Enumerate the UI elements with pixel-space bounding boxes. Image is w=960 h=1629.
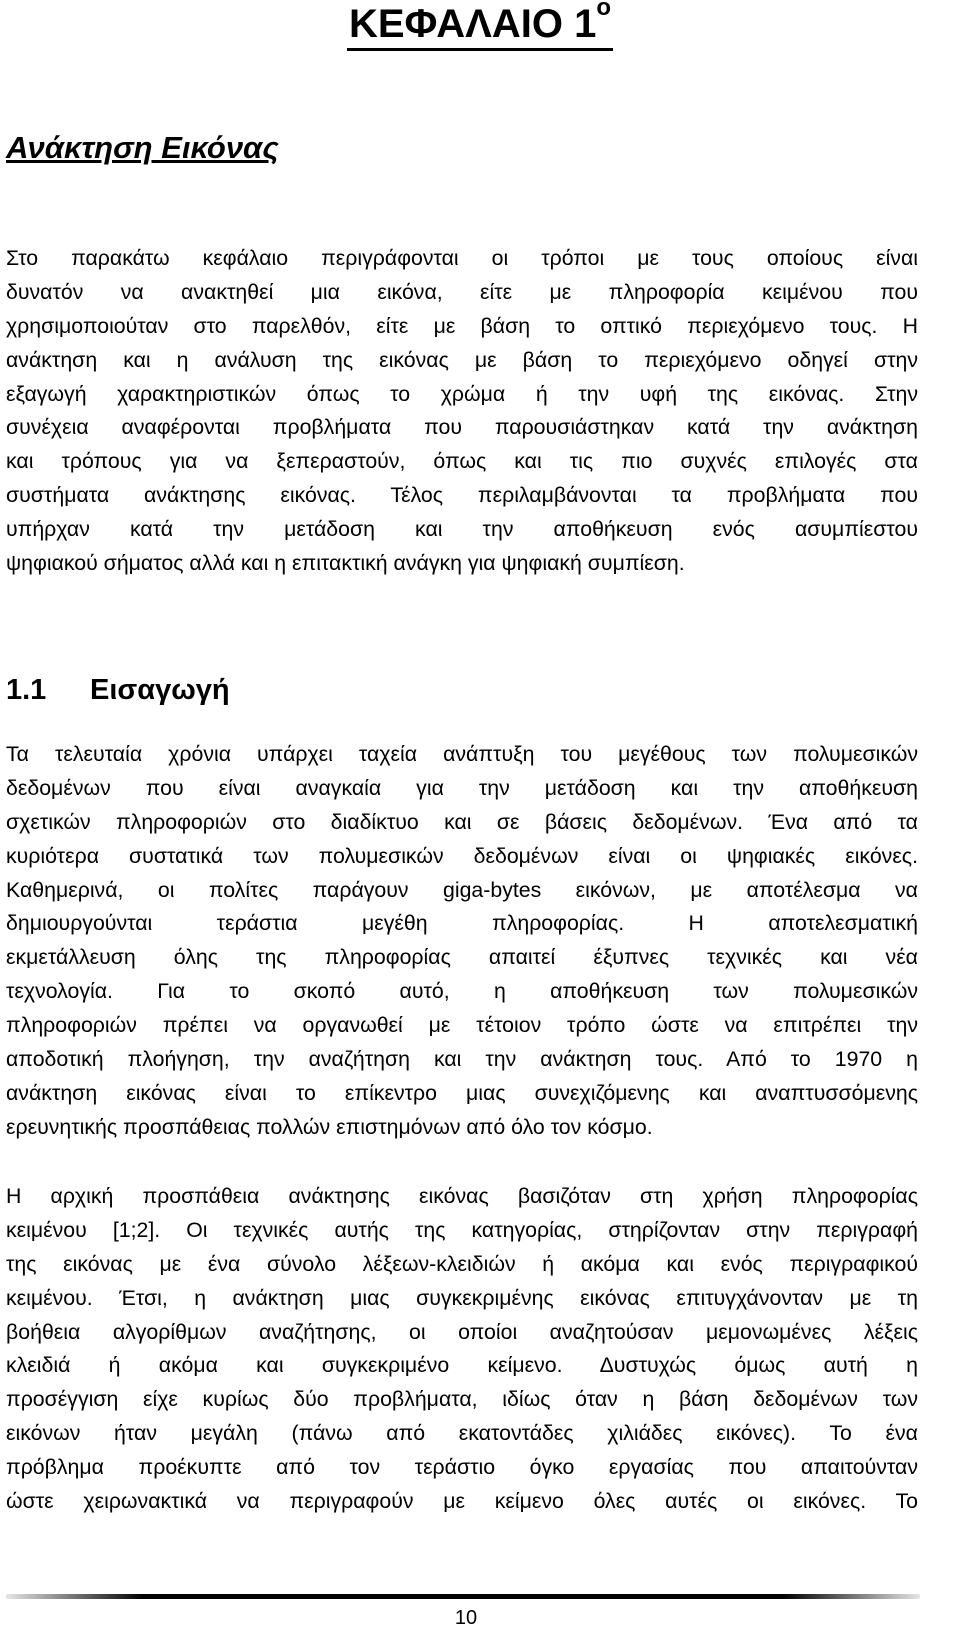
body-line: της εικόνας με ένα σύνολο λέξεων-κλειδιών ή ακόμα και ενός περιγραφικού: [6, 1251, 918, 1276]
body-line: εικόνων ήταν μεγάλη (πάνω από εκατοντάδες χιλιάδες εικόνες). Το ένα: [6, 1421, 918, 1446]
body-line: δεδομένων που είναι αναγκαία για την μετάδοση και την αποθήκευση: [6, 775, 918, 800]
intro-line: εξαγωγή χαρακτηριστικών όπως το χρώμα ή την υφή της εικόνας. Στην: [6, 381, 918, 406]
intro-line: ψηφιακού σήματος αλλά και η επιτακτική ανάγκη για ψηφιακή συμπίεση.: [6, 551, 685, 576]
intro-line: ανάκτηση και η ανάλυση της εικόνας με βάση το περιεχόμενο οδηγεί στην: [6, 347, 918, 372]
intro-line: υπήρχαν κατά την μετάδοση και την αποθήκευση ενός ασυμπίεστου: [6, 517, 918, 542]
body-line: ερευνητικής προσπάθειας πολλών επιστημόνων από όλο τον κόσμο.: [6, 1114, 653, 1139]
page-number: 10: [454, 1607, 478, 1629]
body-line: Η αρχική προσπάθεια ανάκτησης εικόνας βασιζόταν στη χρήση πληροφορίας: [6, 1184, 918, 1208]
intro-line: δυνατόν να ανακτηθεί μια εικόνα, είτε με πληροφορία κειμένου που: [6, 279, 918, 304]
subsection-title: Εισαγωγή: [90, 674, 230, 706]
subsection-heading: [6, 672, 230, 708]
body-line: ώστε χειρωνακτικά να περιγραφούν με κείμενο όλες αυτές οι εικόνες. Το: [6, 1489, 918, 1514]
body-line: Καθημερινά, οι πολίτες παράγουν giga-bytes εικόνων, με αποτέλεσμα να: [6, 877, 918, 902]
chapter-heading: [0, 0, 960, 51]
intro-line: χρησιμοποιούταν στο παρελθόν, είτε με βάση το οπτικό περιεχόμενο τους. Η: [6, 313, 918, 338]
body-paragraph-2: [6, 1180, 918, 1519]
body-paragraph-1: [6, 738, 918, 1145]
intro-line: συνέχεια αναφέρονται προβλήματα που παρουσιάστηκαν κατά την ανάκτηση: [6, 415, 918, 440]
body-line: κειμένου [1;2]. Οι τεχνικές αυτής της κατηγορίας, στηρίζονταν στην περιγραφή: [6, 1217, 918, 1242]
body-line: κυριότερα συστατικά των πολυμεσικών δεδομένων είναι οι ψηφιακές εικόνες.: [6, 843, 918, 868]
chapter-title: ΚΕΦΑΛΑΙΟ 1: [348, 2, 597, 46]
body-line: εκμετάλλευση όλης της πληροφορίας απαιτεί έξυπνες τεχνικές και νέα: [6, 945, 918, 970]
body-line: κειμένου. Έτσι, η ανάκτηση μιας συγκεκριμένης εικόνας επιτυγχάνονταν με τη: [6, 1285, 918, 1310]
chapter-title-underlined: [347, 0, 613, 51]
body-line: τεχνολογία. Για το σκοπό αυτό, η αποθήκευση των πολυμεσικών: [6, 979, 918, 1004]
subsection-number: 1.1: [6, 674, 47, 706]
section-title: Ανάκτηση Εικόνας: [6, 130, 279, 165]
body-line: προσέγγιση είχε κυρίως δύο προβλήματα, ιδίως όταν η βάση δεδομένων των: [6, 1387, 918, 1412]
body-line: πρόβλημα προέκυπτε από τον τεράστιο όγκο εργασίας που απαιτούνταν: [6, 1455, 918, 1480]
footer-divider: [6, 1594, 920, 1599]
intro-paragraph: [6, 242, 918, 581]
body-line: δημιουργούνται τεράστια μεγέθη πληροφορίας. Η αποτελεσματική: [6, 911, 918, 936]
body-line: αποδοτική πλοήγηση, την αναζήτηση και την ανάκτηση τους. Από το 1970 η: [6, 1047, 918, 1072]
body-line: πληροφοριών πρέπει να οργανωθεί με τέτοιον τρόπο ώστε να επιτρέπει την: [6, 1013, 918, 1038]
body-line: ανάκτηση εικόνας είναι το επίκεντρο μιας συνεχιζόμενης και αναπτυσσόμενης: [6, 1080, 918, 1105]
body-line: σχετικών πληροφοριών στο διαδίκτυο και σε βάσεις δεδομένων. Ένα από τα: [6, 809, 918, 834]
intro-line: Στο παρακάτω κεφάλαιο περιγράφονται οι τρόποι με τους οποίους είναι: [6, 246, 918, 270]
body-line: Τα τελευταία χρόνια υπάρχει ταχεία ανάπτυξη του μεγέθους των πολυμεσικών: [6, 742, 918, 766]
chapter-title-superscript: ο: [596, 0, 612, 21]
body-line: κλειδιά ή ακόμα και συγκεκριμένο κείμενο. Δυστυχώς όμως αυτή η: [6, 1353, 918, 1378]
intro-line: συστήματα ανάκτησης εικόνας. Τέλος περιλαμβάνονται τα προβλήματα που: [6, 483, 918, 508]
body-line: βοήθεια αλγορίθμων αναζήτησης, οι οποίοι αναζητούσαν μεμονωμένες λέξεις: [6, 1319, 918, 1344]
intro-line: και τρόπους για να ξεπεραστούν, όπως και τις πιο συχνές επιλογές στα: [6, 449, 918, 474]
